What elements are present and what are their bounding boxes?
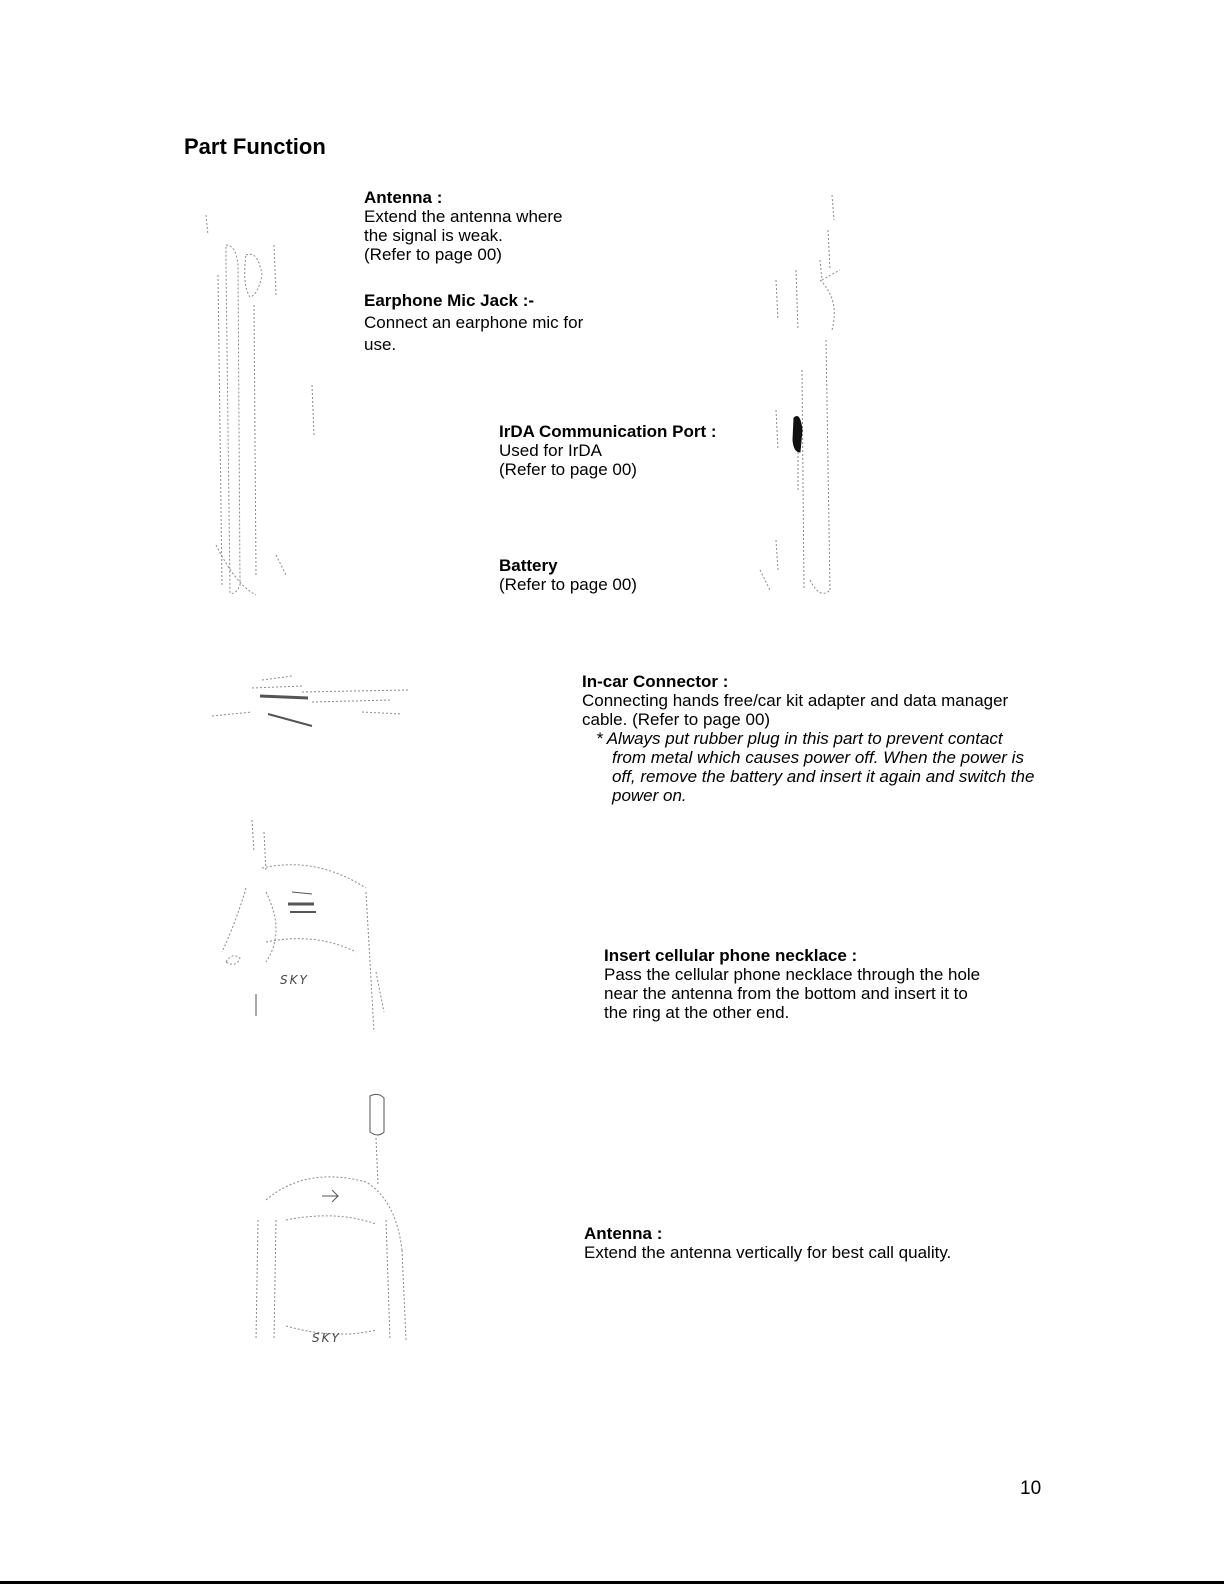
battery-block xyxy=(499,556,637,594)
back-brand-logo: SKY xyxy=(312,1331,341,1345)
antenna-back-line-1: Extend the antenna vertically for best call quality. xyxy=(584,1243,952,1262)
necklace-block xyxy=(604,946,980,1022)
in-car-connector-figure xyxy=(212,672,412,732)
incar-line-2: cable. (Refer to page 00) xyxy=(582,710,771,729)
battery-title: Battery xyxy=(499,556,558,575)
incar-title: In-car Connector : xyxy=(582,672,729,691)
antenna-side-line-2: the signal is weak. xyxy=(364,226,503,245)
incar-note-line-4: power on. xyxy=(612,786,687,805)
earphone-title: Earphone Mic Jack :- xyxy=(364,291,535,310)
phone-left-side-figure xyxy=(196,205,326,600)
earphone-line-1: Connect an earphone mic for xyxy=(364,313,584,332)
irda-port-icon xyxy=(793,417,802,453)
necklace-line-3: the ring at the other end. xyxy=(604,1003,790,1022)
necklace-brand-logo: SKY xyxy=(280,973,309,987)
incar-note-line-2: from metal which causes power off. When the power is xyxy=(612,748,1024,767)
incar-line-1: Connecting hands free/car kit adapter and data manager xyxy=(582,691,1009,710)
battery-line-1: (Refer to page 00) xyxy=(499,575,637,594)
phone-right-side-figure xyxy=(740,190,850,610)
antenna-side-block xyxy=(364,188,562,264)
antenna-side-line-3: (Refer to page 00) xyxy=(364,245,502,264)
antenna-back-block xyxy=(584,1224,951,1262)
necklace-hole-figure xyxy=(206,812,396,1037)
irda-line-1: Used for IrDA xyxy=(499,441,602,460)
phone-back-figure xyxy=(246,1090,416,1350)
irda-line-2: (Refer to page 00) xyxy=(499,460,637,479)
earphone-line-2: use. xyxy=(364,335,397,354)
necklace-title: Insert cellular phone necklace : xyxy=(604,946,858,965)
necklace-line-2: near the antenna from the bottom and insert it to xyxy=(604,984,968,1003)
incar-block xyxy=(582,672,1034,805)
necklace-line-1: Pass the cellular phone necklace through the hole xyxy=(604,965,981,984)
antenna-side-line-1: Extend the antenna where xyxy=(364,207,563,226)
incar-note-line-3: off, remove the battery and insert it again and switch the xyxy=(612,767,1035,786)
earphone-block xyxy=(364,290,583,356)
page-title: Part Function xyxy=(184,134,326,159)
antenna-side-title: Antenna : xyxy=(364,188,443,207)
irda-block xyxy=(499,422,717,479)
incar-note-line-1: * Always put rubber plug in this part to prevent contact xyxy=(596,729,1003,748)
irda-title: IrDA Communication Port : xyxy=(499,422,717,441)
antenna-back-title: Antenna : xyxy=(584,1224,663,1243)
page-number: 10 xyxy=(1020,1478,1042,1499)
